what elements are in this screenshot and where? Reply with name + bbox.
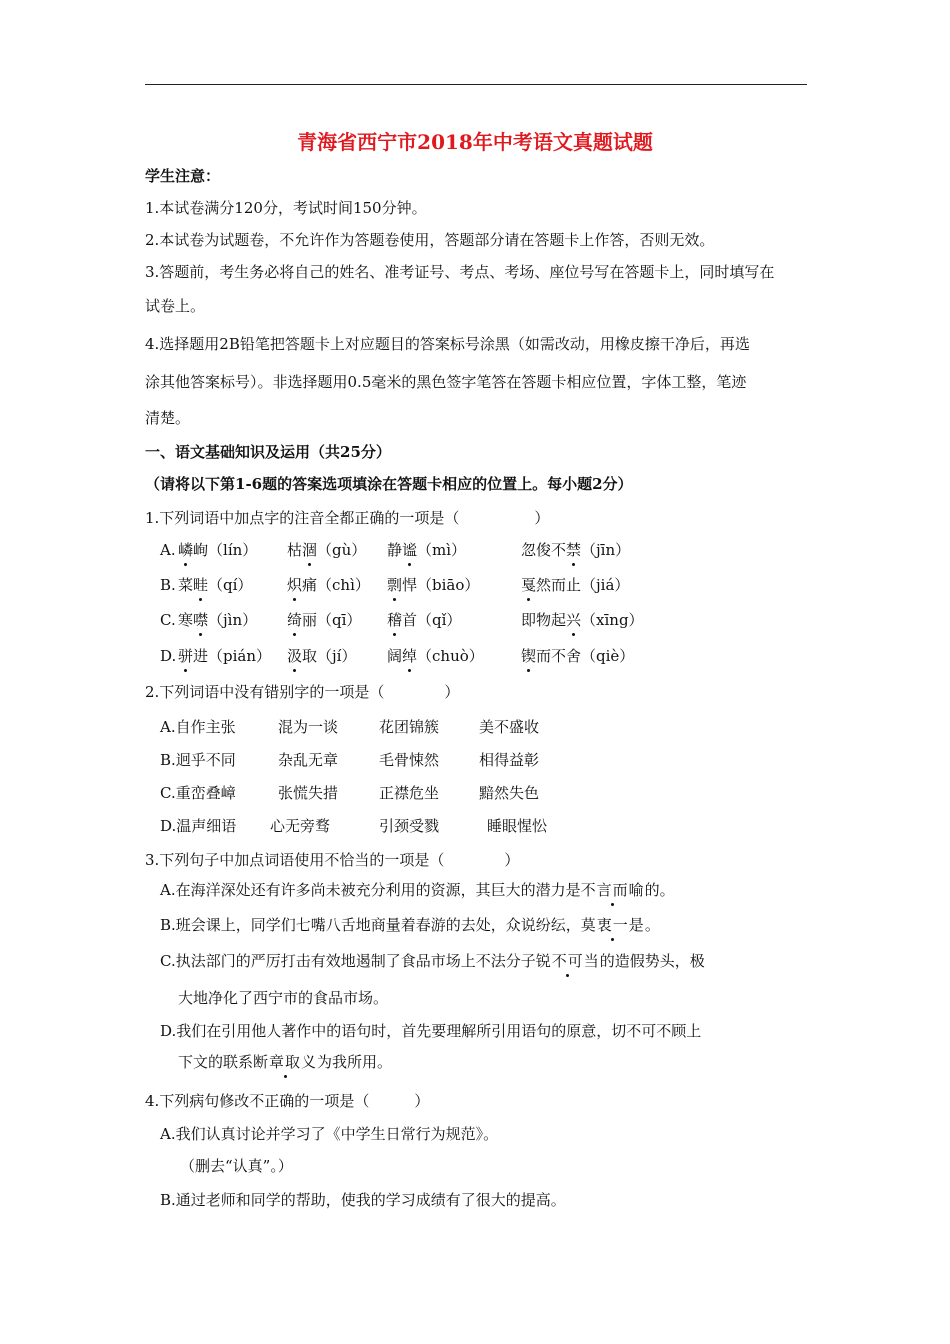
q1-option-a-item-1: 嶙峋（lín） (178, 541, 258, 559)
q1-option-a-item-4: 忽俊不禁（jīn） (521, 541, 631, 559)
q2-option-b-4: 相得益彰 (479, 751, 540, 769)
q1-option-a-letter: A. (160, 541, 176, 559)
q1-option-a-item-3: 静谧（mì） (387, 541, 467, 559)
q1-option-b-item-2: 炽痛（chì） (287, 576, 370, 594)
q4-option-b: B.通过老师和同学的帮助，使我的学习成绩有了很大的提高。 (160, 1191, 566, 1209)
notice-item: 试卷上。 (145, 297, 206, 315)
q2-option-a-4: 美不盛收 (479, 718, 540, 736)
q1-option-b-letter: B. (160, 576, 176, 594)
question-4-stem: 4.下列病句修改不正确的一项是（ ） (145, 1092, 430, 1110)
q1-option-c-item-3: 稽首（qǐ） (387, 611, 462, 629)
q1-option-d-item-2: 汲取（jí） (287, 647, 357, 665)
notice-item: 4.选择题用2B铅笔把答题卡上对应题目的答案标号涂黑（如需改动，用橡皮擦干净后，再选 (145, 335, 750, 353)
q1-option-c-item-2: 绮丽（qī） (287, 611, 362, 629)
q2-option-d-2: 心无旁骛 (270, 817, 331, 835)
q1-option-d-item-1: 骈进（pián） (178, 647, 272, 665)
q2-option-c-2: 张慌失措 (278, 784, 339, 802)
q3-option-c-line-2: 大地净化了西宁市的食品市场。 (178, 989, 389, 1007)
question-1-stem: 1.下列词语中加点字的注音全都正确的一项是（ ） (145, 509, 550, 527)
q2-option-a-2: 混为一谈 (278, 718, 339, 736)
q2-option-c-1: C.重峦叠嶂 (160, 784, 236, 802)
q3-option-d-line-2: 下文的联系断章取义为我所用。 (178, 1053, 393, 1071)
q1-option-d-item-4: 锲而不舍（qiè） (521, 647, 635, 665)
q3-option-d-line-1: D.我们在引用他人著作中的语句时，首先要理解所引用语句的原意，切不可不顾上 (160, 1022, 702, 1040)
q2-option-d-4: 睡眼惺忪 (487, 817, 548, 835)
notice-item: 涂其他答案标号）。非选择题用0.5毫米的黑色签字笔答在答题卡相应位置，字体工整，笔迹 (145, 373, 747, 391)
q1-option-d-letter: D. (160, 647, 177, 665)
header-rule (145, 84, 807, 85)
q4-option-a-note: （删去“认真”。） (180, 1157, 293, 1175)
section-instruction: （请将以下第1-6题的答案选项填涂在答题卡相应的位置上。每小题2分） (145, 475, 633, 493)
q2-option-b-2: 杂乱无章 (278, 751, 339, 769)
q2-option-c-3: 正襟危坐 (379, 784, 440, 802)
q2-option-b-3: 毛骨悚然 (379, 751, 440, 769)
q1-option-a-item-2: 枯涸（gù） (287, 541, 367, 559)
section-heading: 一、语文基础知识及运用（共25分） (145, 443, 391, 461)
q4-option-a: A.我们认真讨论并学习了《中学生日常行为规范》。 (160, 1125, 499, 1143)
q1-option-b-item-3: 剽悍（biāo） (387, 576, 480, 594)
notice-item: 3.答题前，考生务必将自己的姓名、准考证号、考点、考场、座位号写在答题卡上，同时填写在 (145, 263, 775, 281)
q3-option-c-line-1: C.执法部门的严厉打击有效地遏制了食品市场上不法分子锐不可当的造假势头，极 (160, 952, 705, 970)
q1-option-c-item-1: 寒噤（jìn） (178, 611, 258, 629)
q2-option-a-3: 花团锦簇 (379, 718, 440, 736)
q1-option-b-item-4: 戛然而止（jiá） (521, 576, 630, 594)
page-title: 青海省西宁市2018年中考语文真题试题 (297, 130, 653, 154)
notice-item: 2.本试卷为试题卷，不允许作为答题卷使用，答题部分请在答题卡上作答，否则无效。 (145, 231, 715, 249)
q2-option-d-1: D.温声细语 (160, 817, 237, 835)
q2-option-c-4: 黯然失色 (479, 784, 540, 802)
question-3-stem: 3.下列句子中加点词语使用不恰当的一项是（ ） (145, 851, 520, 869)
question-2-stem: 2.下列词语中没有错别字的一项是（ ） (145, 683, 460, 701)
q1-option-c-letter: C. (160, 611, 176, 629)
q3-option-b: B.班会课上，同学们七嘴八舌地商量着春游的去处，众说纷纭，莫衷一是。 (160, 916, 660, 934)
notice-heading: 学生注意： (145, 167, 221, 185)
q1-option-c-item-4: 即物起兴（xīng） (521, 611, 644, 629)
notice-item: 清楚。 (145, 409, 191, 427)
q1-option-b-item-1: 菜畦（qí） (178, 576, 253, 594)
notice-item: 1.本试卷满分120分，考试时间150分钟。 (145, 199, 427, 217)
q2-option-b-1: B.迥乎不同 (160, 751, 236, 769)
q2-option-a-1: A.自作主张 (160, 718, 236, 736)
q2-option-d-3: 引颈受戮 (379, 817, 440, 835)
q3-option-a: A.在海洋深处还有许多尚未被充分利用的资源，其巨大的潜力是不言而喻的。 (160, 881, 675, 899)
q1-option-d-item-3: 阔绰（chuò） (387, 647, 484, 665)
